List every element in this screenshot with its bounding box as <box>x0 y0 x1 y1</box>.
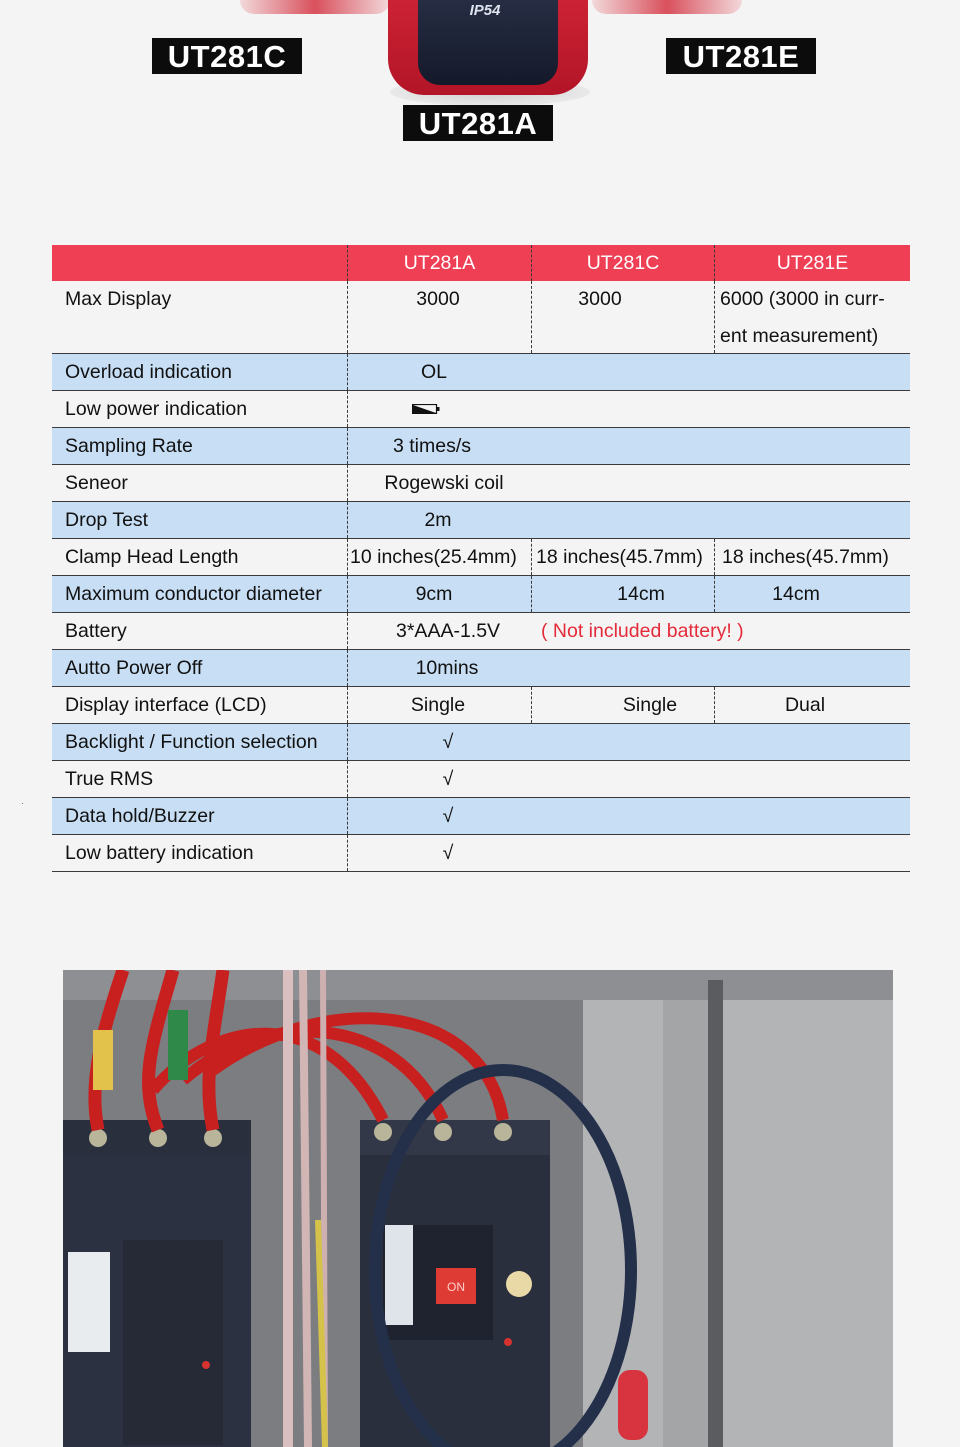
table-row-low-power <box>52 391 910 428</box>
cell-value: 3*AAA-1.5V <box>396 620 501 642</box>
cell-ut281a: 10 inches(25.4mm) <box>350 546 517 568</box>
panel-illustration <box>63 970 893 1447</box>
battery-low-icon <box>412 404 440 414</box>
cell-ut281a: Single <box>410 694 466 716</box>
check-mark: √ <box>442 842 454 864</box>
cell-ut281e: 14cm <box>772 583 820 605</box>
cell-ut281c: 18 inches(45.7mm) <box>536 546 703 568</box>
table-row-display-interface <box>52 687 910 724</box>
clamp-coil-right <box>592 0 742 14</box>
cell-ut281c: Single <box>622 694 678 716</box>
row-label: Maximum conductor diameter <box>65 583 322 605</box>
cell-ut281e <box>720 281 885 353</box>
electrical-panel-photo <box>63 970 893 1447</box>
cell-ut281e-line2: ent measurement) <box>720 325 879 347</box>
row-label: Overload indication <box>65 361 232 383</box>
table-row-backlight <box>52 724 910 761</box>
table-row-true-rms <box>52 761 910 798</box>
cell-ut281e: 18 inches(45.7mm) <box>722 546 889 568</box>
model-tag-ut281c: UT281C <box>152 38 302 74</box>
row-label: True RMS <box>65 768 154 790</box>
table-row-overload <box>52 354 910 391</box>
row-label: Data hold/Buzzer <box>65 805 215 827</box>
column-header-ut281e: UT281E <box>776 252 849 274</box>
cell-ut281c: 14cm <box>617 583 665 605</box>
table-row-battery <box>52 613 910 650</box>
cell-value: 3 times/s <box>392 435 472 457</box>
cell-ut281a: 3000 <box>416 288 460 310</box>
ip-rating-label: IP54 <box>469 2 501 19</box>
battery-not-included-note: ( Not included battery! ) <box>541 620 744 642</box>
table-row-auto-power-off <box>52 650 910 687</box>
table-row-sampling-rate <box>52 428 910 465</box>
row-label: Backlight / Function selection <box>65 731 318 753</box>
spec-comparison-table <box>52 245 910 872</box>
table-row-drop-test <box>52 502 910 539</box>
stray-mark <box>22 803 23 804</box>
table-row-max-display <box>52 281 910 354</box>
row-label: Battery <box>65 620 127 642</box>
row-label: Display interface (LCD) <box>65 694 267 716</box>
table-row-conductor-diameter <box>52 576 910 613</box>
product-hero <box>0 0 960 200</box>
row-label: Seneor <box>65 472 128 494</box>
table-row-clamp-head-length <box>52 539 910 576</box>
row-label: Low power indication <box>65 398 248 420</box>
cell-ut281e-line1: 6000 (3000 in curr- <box>720 288 885 310</box>
table-header-row <box>52 245 910 281</box>
row-label: Low battery indication <box>65 842 254 864</box>
cell-ut281c: 3000 <box>578 288 622 310</box>
check-mark: √ <box>442 805 454 827</box>
model-tag-ut281e: UT281E <box>666 38 816 74</box>
model-tag-ut281a: UT281A <box>403 105 553 141</box>
cell-value: 2m <box>424 509 452 531</box>
cell-ut281e: Dual <box>784 694 826 716</box>
column-header-ut281a: UT281A <box>403 252 476 274</box>
cell-value: Rogewski coil <box>384 472 504 494</box>
check-mark: √ <box>442 731 454 753</box>
on-switch-label: ON <box>447 1280 465 1294</box>
table-row-data-hold <box>52 798 910 835</box>
table-row-sensor <box>52 465 910 502</box>
row-label: Clamp Head Length <box>65 546 239 568</box>
cell-ut281a: 9cm <box>415 583 453 605</box>
clamp-coil-left <box>240 0 390 14</box>
cell-value: OL <box>420 361 447 383</box>
row-label: Max Display <box>65 288 172 310</box>
row-label: Drop Test <box>65 509 149 531</box>
row-label: Sampling Rate <box>65 435 193 457</box>
check-mark: √ <box>442 768 454 790</box>
cell-value: 10mins <box>415 657 479 679</box>
row-label: Autto Power Off <box>65 657 203 679</box>
column-header-ut281c: UT281C <box>586 252 660 274</box>
table-row-low-battery <box>52 835 910 872</box>
